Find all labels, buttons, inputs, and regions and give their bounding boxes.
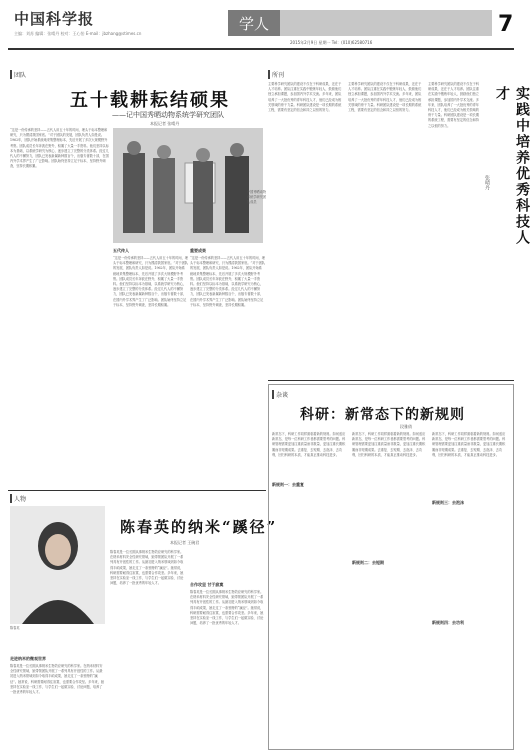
page-number: 7 xyxy=(498,12,514,37)
person-body-col1: 陈春英是一位长期从事纳米生物效应研究的科学家。在纳米材料安全性研究领域，她带领团队开展了一系列具有开创性的工作。从最初进入纳米领域到如今取得丰硕成果，她走过了一条独特的“蹊径”。她常说，科研需要耐得住寂寞，也需要合作攻坚。多年来，她坚持在实验室一线工作，与学生们一起做实验、讨论问题，培养了一批优秀的年轻人才。 xyxy=(10,664,105,695)
person-body-col2: 陈春英是一位长期从事纳米生物效应研究的科学家。在纳米材料安全性研究领域，她带领团队开展了一系列具有开创性的工作。从最初进入纳米领域到如今取得丰硕成果，她走过了一条独特的“蹊径”。她常说，科研需要耐得住寂寞，也需要合作攻坚。多年来，她坚持在实验室一线工作，与学生们一起做实验、讨论问题，培养了一批优秀的年轻人才。 xyxy=(110,550,184,586)
commentary-subhead-3: 新规则三：去泡沫 xyxy=(432,500,464,505)
commentary-headline: 科研：新常态下的新规则 xyxy=(300,407,465,423)
team-body-col1: “这是一份传承的坚持——五代人用五十年的时间，埋头于标本整理和研究，只为摸清我国家底。”对于团队的发展，团队负责人如是说。1962年，团队开始系统地采集整理标本，先后开展了多次大规模野外考察。团队成员长年奔波在野外，积累了大量一手资料。他们坚持以标本为基础，以系统学研究为核心，逐步建立了完整的分类体系。经过几代人的不懈努力，团队已发表新属新种数百个，出版专著数十部，在国内外学术界产生了广泛影响。团队始终坚持立足于标本，坚持野外调查，坚持长期积累。 xyxy=(10,128,109,169)
team-byline: 本报记者 张晴丹 xyxy=(150,121,180,126)
header-rule xyxy=(8,48,514,50)
commentary-body-col2: 新常态下，科研工作同样面临着新的规则。如何适应新常态，是每一位科研工作者都需要思考的问题。科研管理需要更加注重质量而非数量，更加注重长期积累而非短期成果。去重复、去短期、去泡沫、去功利，回归科研的本质，才能真正推动科技进步。 xyxy=(352,432,426,457)
team-photo xyxy=(113,128,263,243)
right-vertical-headline: 实践中培养优秀科技人才 xyxy=(494,86,530,246)
person-photo xyxy=(10,506,105,624)
team-body-col2: “这是一份传承的坚持——五代人用五十年的时间，埋头于标本整理和研究，只为摸清我国家底。”对于团队的发展，团队负责人如是说。1962年，团队开始系统地采集整理标本，先后开展了多次大规模野外考察。团队成员长年奔波在野外，积累了大量一手资料。他们坚持以标本为基础，以系统学研究为核心，逐步建立了完整的分类体系。经过几代人的不懈努力，团队已发表新属新种数百个，出版专著数十部，在国内外学术界产生了广泛影响。团队始终坚持立足于标本，坚持野外调查，坚持长期积累。 xyxy=(113,256,188,307)
person-body-col3: 陈春英是一位长期从事纳米生物效应研究的科学家。在纳米材料安全性研究领域，她带领团队开展了一系列具有开创性的工作。从最初进入纳米领域到如今取得丰硕成果，她走过了一条独特的“蹊径”。她常说，科研需要耐得住寂寞，也需要合作攻坚。多年来，她坚持在实验室一线工作，与学生们一起做实验、讨论问题，培养了一批优秀的年轻人才。 xyxy=(190,590,264,626)
team-headline: 五十载耕耘结硕果 xyxy=(70,90,230,111)
masthead xyxy=(14,8,164,36)
section-tab: 学人 xyxy=(228,10,280,36)
person-headline: 陈春英的纳米“蹊径” xyxy=(120,518,278,536)
tag-team: 团队 xyxy=(10,70,26,79)
right-body-col2: 主要科学研究团队的建设不仅在于科研成果，还在于人才培养。团队注重在实践中锻炼年轻人，鼓励他们独立承担课题，参加国内外学术交流。多年来，团队培养了一大批优秀的青年科技人才，他们已经成为相关领域的骨干力量。科研团队建设是一项长期的系统工程，需要有坚定的信念和持之以恒的努力。 xyxy=(348,82,422,113)
team-subtitle-1: 五代传人 xyxy=(113,248,129,253)
tag-journal: 所刊 xyxy=(268,70,284,79)
issue-date: 2015年2月9日 星期一 Tel：(010)62580716 xyxy=(290,40,373,45)
person-subtitle-2: 合作攻坚 甘于寂寞 xyxy=(190,582,224,587)
person-subtitle-1: 走进纳米的微观世界 xyxy=(10,656,46,661)
person-photo-illustration xyxy=(10,506,105,624)
tag-commentary: 杂谈 xyxy=(272,390,288,399)
commentary-byline: 段雅倩 xyxy=(400,424,412,429)
team-photo-illustration xyxy=(113,128,263,243)
tag-person: 人物 xyxy=(10,494,26,503)
right-divider xyxy=(268,380,514,381)
right-body-col3: 主要科学研究团队的建设不仅在于科研成果，还在于人才培养。团队注重在实践中锻炼年轻人，鼓励他们独立承担课题，参加国内外学术交流。多年来，团队培养了一大批优秀的青年科技人才，他们已经成为相关领域的骨干力量。科研团队建设是一项长期的系统工程，需要有坚定的信念和持之以恒的努力。 xyxy=(428,82,479,128)
person-byline: 本报记者 王碗君 xyxy=(170,540,200,545)
story-divider xyxy=(8,490,266,491)
newspaper-logo: 中国科学报 xyxy=(14,10,95,28)
commentary-subhead-1: 新规则一：去重复 xyxy=(272,482,304,487)
team-photo-caption: 中国秀晒动物系统学研究团队成员 xyxy=(247,190,267,205)
right-body-col1: 主要科学研究团队的建设不仅在于科研成果，还在于人才培养。团队注重在实践中锻炼年轻人，鼓励他们独立承担课题，参加国内外学术交流。多年来，团队培养了一大批优秀的青年科技人才，他们已经成为相关领域的骨干力量。科研团队建设是一项长期的系统工程，需要有坚定的信念和持之以恒的努力。 xyxy=(268,82,342,113)
commentary-subhead-4: 新规则四：去功利 xyxy=(432,620,464,625)
commentary-subhead-2: 新规则二：去短期 xyxy=(352,560,384,565)
commentary-body-col3: 新常态下，科研工作同样面临着新的规则。如何适应新常态，是每一位科研工作者都需要思考的问题。科研管理需要更加注重质量而非数量，更加注重长期积累而非短期成果。去重复、去短期、去泡沫、去功利，回归科研的本质，才能真正推动科技进步。 xyxy=(432,432,506,457)
masthead-credits: 主编：刘苏 编辑：张晴丹 校对：王心怡 E-mail：jbzhang@stimes.cn xyxy=(14,31,142,36)
commentary-body-col1: 新常态下，科研工作同样面临着新的规则。如何适应新常态，是每一位科研工作者都需要思考的问题。科研管理需要更加注重质量而非数量，更加注重长期积累而非短期成果。去重复、去短期、去泡沫、去功利，回归科研的本质，才能真正推动科技进步。 xyxy=(272,432,346,457)
person-caption: 陈春英 xyxy=(10,626,20,630)
team-subtitle-3: 重要成果 xyxy=(190,248,206,253)
team-subhead: ——记中国秀晒动物系统学研究团队 xyxy=(112,111,224,119)
team-body-col3: “这是一份传承的坚持——五代人用五十年的时间，埋头于标本整理和研究，只为摸清我国家底。”对于团队的发展，团队负责人如是说。1962年，团队开始系统地采集整理标本，先后开展了多次大规模野外考察。团队成员长年奔波在野外，积累了大量一手资料。他们坚持以标本为基础，以系统学研究为核心，逐步建立了完整的分类体系。经过几代人的不懈努力，团队已发表新属新种数百个，出版专著数十部，在国内外学术界产生了广泛影响。团队始终坚持立足于标本，坚持野外调查，坚持长期积累。 xyxy=(190,256,265,307)
header-bar xyxy=(280,10,492,36)
right-vertical-byline: 张晴丹 xyxy=(484,175,490,190)
